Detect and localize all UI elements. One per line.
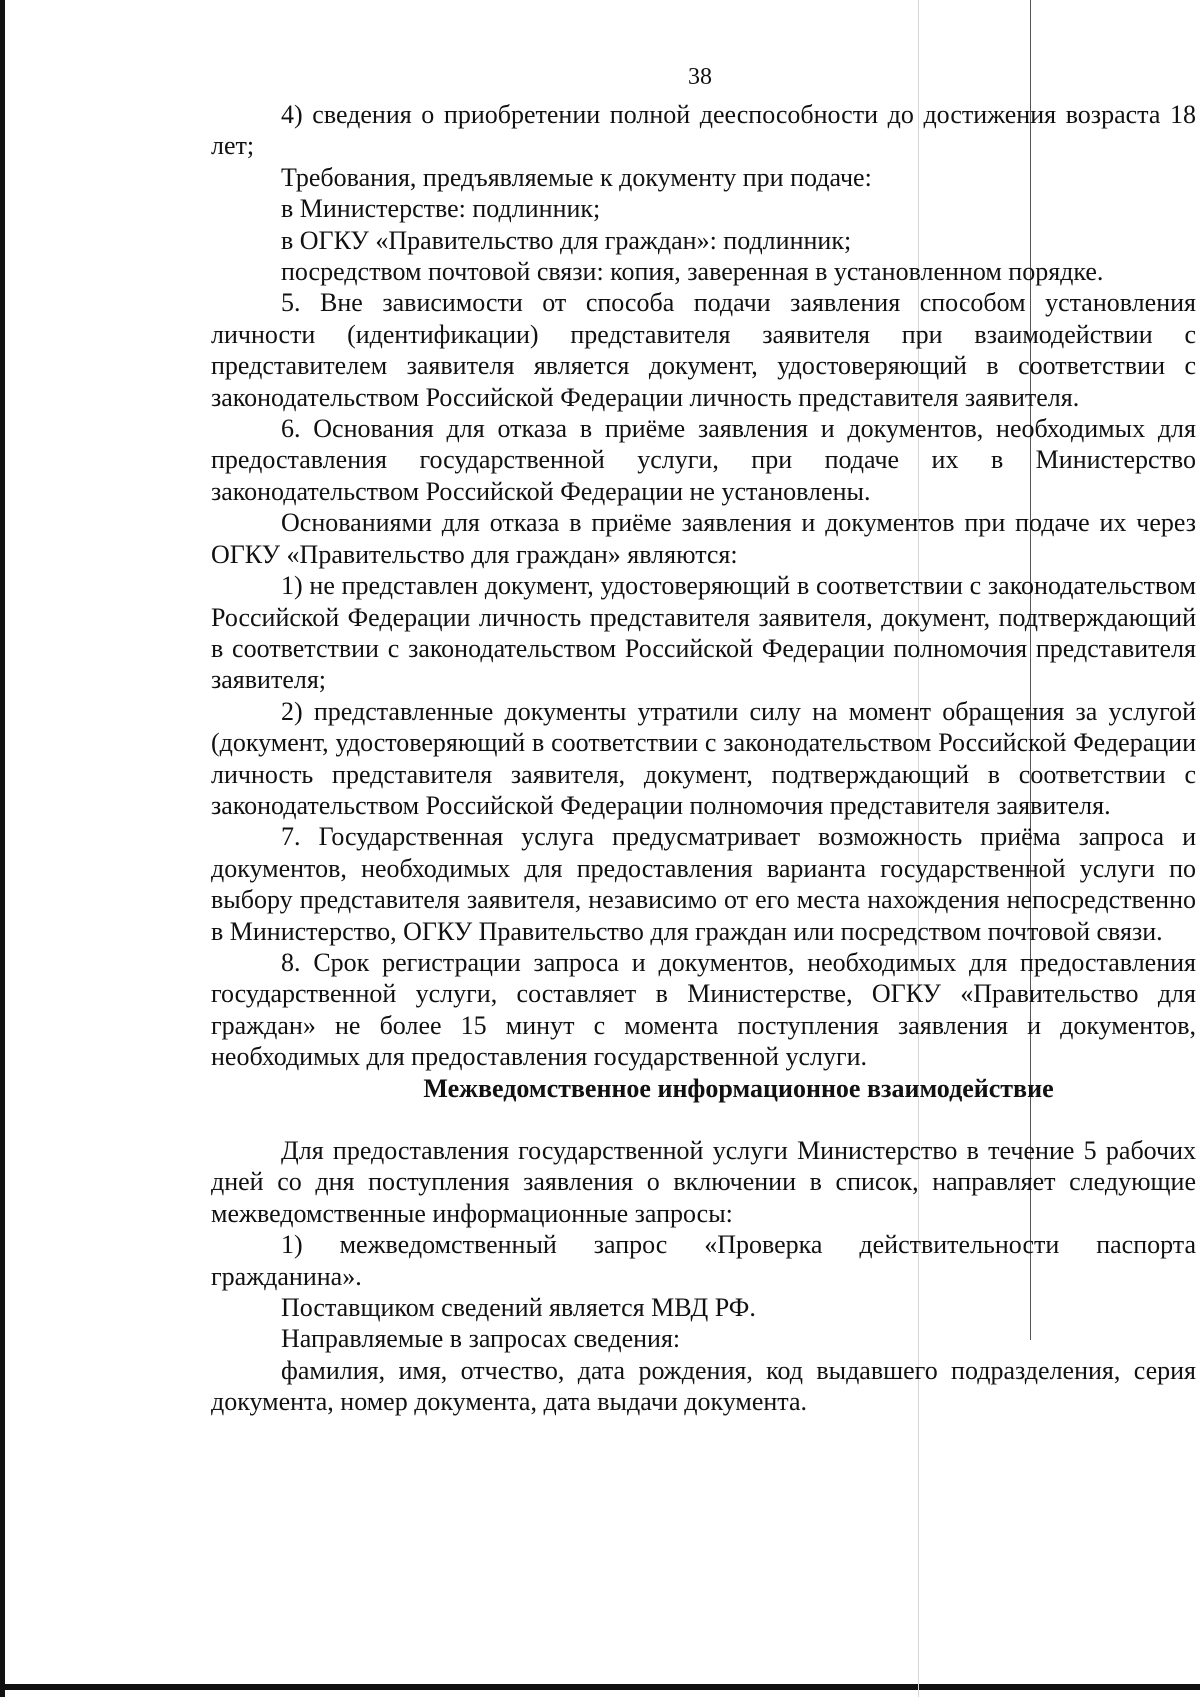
paragraph-7: 6. Основания для отказа в приёме заявления и документов, необходимых для предоставления государственной услуги, при подаче их в Министерство законодательством Российской Федерации не установлены. — [211, 414, 1196, 506]
paragraph-8: Основаниями для отказа в приёме заявления и документов при подаче их через ОГКУ «Правительство для граждан» являются: — [211, 508, 1196, 569]
paragraph-2: Требования, предъявляемые к документу при подаче: — [281, 162, 872, 192]
paragraph-1: 4) сведения о приобретении полной дееспособности до достижения возраста 18 лет; — [211, 100, 1196, 161]
scan-border-bottom — [0, 1684, 1200, 1690]
paragraph-11: 7. Государственная услуга предусматривает возможность приёма запроса и документов, необходимых для предоставления варианта государственной услуги по выбору представителя заявителя, независимо от его места нахождения непосредственно в Министерство, ОГКУ Правительство для граждан или посредством почтовой связи. — [211, 822, 1196, 946]
document-body — [211, 99, 1196, 1418]
paragraph-6: 5. Вне зависимости от способа подачи заявления способом установления личности (идентификации) представителя заявителя при взаимодействии с представителем заявителя является документ, удостоверяющий в соответствии с законодательством Российской Федерации личность представителя заявителя. — [211, 288, 1196, 412]
paragraph-17: фамилия, имя, отчество, дата рождения, код выдавшего подразделения, серия документа, номер документа, дата выдачи документа. — [211, 1355, 1196, 1417]
paragraph-12: 8. Срок регистрации запроса и документов, необходимых для предоставления государственной услуги, составляет в Министерстве, ОГКУ «Правительство для граждан» не более 15 минут с момента поступления заявления и документов, необходимых для предоставления государственной услуги. — [211, 947, 1196, 1072]
section-heading: Межведомственное информационное взаимодействие — [423, 1073, 1054, 1103]
paragraph-4: в ОГКУ «Правительство для граждан»: подлинник; — [281, 225, 852, 255]
paragraph-13: Для предоставления государственной услуги Министерство в течение 5 рабочих дней со дня поступления заявления о включении в список, направляет следующие межведомственные информационные запросы: — [211, 1136, 1196, 1228]
paragraph-15: Поставщиком сведений является МВД РФ. — [281, 1293, 756, 1323]
paragraph-3: в Министерстве: подлинник; — [281, 194, 601, 224]
paragraph-10: 2) представленные документы утратили силу на момент обращения за услугой (документ, удостоверяющий в соответствии с законодательством Российской Федерации личность представителя заявителя, документ, подтверждающий в соответствии с законодательством Российской Федерации полномочия представителя заявителя. — [211, 696, 1196, 820]
paragraph-9: 1) не представлен документ, удостоверяющий в соответствии с законодательством Российской Федерации личность представителя заявителя, документ, подтверждающий в соответствии с законодательством Российской Федерации полномочия представителя заявителя; — [211, 571, 1196, 695]
scan-border-left — [0, 0, 5, 1697]
paragraph-14: 1) межведомственный запрос «Проверка действительности паспорта гражданина». — [211, 1230, 1196, 1291]
paragraph-16: Направляемые в запросах сведения: — [281, 1324, 681, 1354]
paragraph-5: посредством почтовой связи: копия, заверенная в установленном порядке. — [281, 257, 1104, 287]
page-number: 38 — [688, 64, 712, 90]
